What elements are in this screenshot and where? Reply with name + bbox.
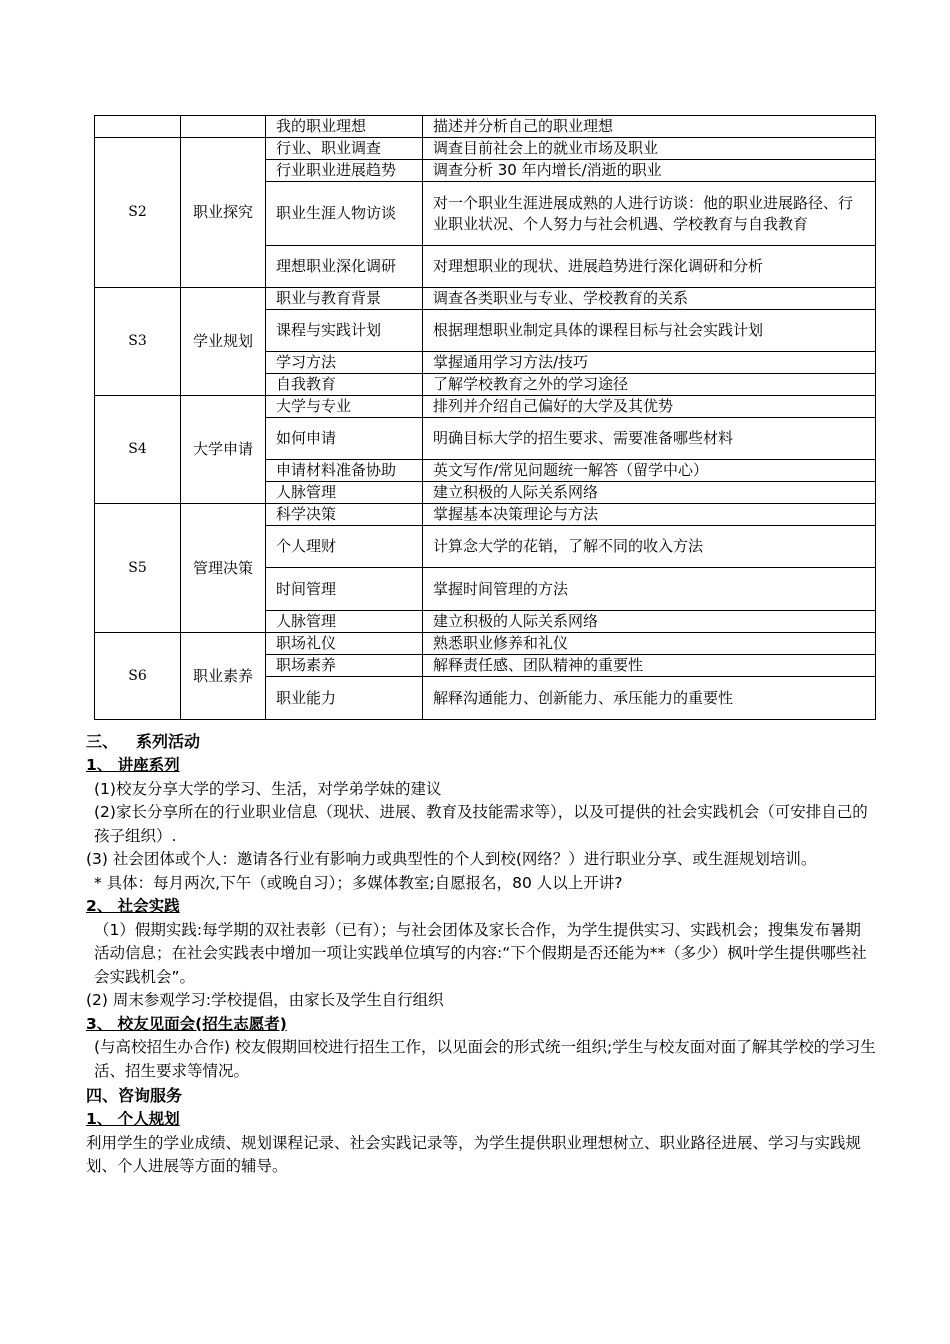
description-cell: 建立积极的人际关系网络 — [423, 611, 876, 633]
topic-cell: 如何申请 — [266, 418, 423, 460]
paragraph: 利用学生的学业成绩、规划课程记录、社会实践记录等，为学生提供职业理想树立、职业路径进展、学习与实践规划、个人进展等方面的辅导。 — [86, 1133, 862, 1175]
description-cell: 熟悉职业修养和礼仪 — [423, 633, 876, 655]
table-row — [95, 116, 876, 138]
alumni-meeting-heading: 3、 校友见面会(招生志愿者) — [86, 1014, 287, 1033]
topic-cell: 职业与教育背景 — [266, 288, 423, 310]
stage-category: 管理决策 — [181, 504, 266, 633]
curriculum-table — [94, 115, 876, 720]
description-cell: 掌握通用学习方法/技巧 — [423, 352, 876, 374]
section-3-heading: 三、 系列活动 — [86, 732, 201, 751]
topic-cell: 课程与实践计划 — [266, 310, 423, 352]
topic-cell: 自我教育 — [266, 374, 423, 396]
paragraph: (2)家长分享所在的行业职业信息（现状、进展、教育及技能需求等），以及可提供的社会实践机会（可安排自己的孩子组织）. — [94, 803, 868, 845]
stage-category: 职业素养 — [181, 633, 266, 720]
description-cell: 排列并介绍自己偏好的大学及其优势 — [423, 396, 876, 418]
paragraph: （1）假期实践:每学期的双社表彰（已有）；与社会团体及家长合作，为学生提供实习、实践机会；搜集发布暑期活动信息；在社会实践表中增加一项让实践单位填写的内容:“下个假期是否还能为**（多少）枫叶学生提供哪些社会实践机会”。 — [94, 920, 867, 986]
description-cell: 调查目前社会上的就业市场及职业 — [423, 138, 876, 160]
table-row — [95, 288, 876, 310]
personal-planning-heading: 1、 个人规划 — [86, 1110, 180, 1128]
description-cell: 明确目标大学的招生要求、需要准备哪些材料 — [423, 418, 876, 460]
document-body — [86, 729, 876, 1179]
table-row — [95, 504, 876, 526]
description-cell: 对一个职业生涯进展成熟的人进行访谈：他的职业进展路径、行业职业状况、个人努力与社会机遇、学校教育与自我教育 — [423, 182, 876, 246]
description-cell: 调查各类职业与专业、学校教育的关系 — [423, 288, 876, 310]
topic-cell: 理想职业深化调研 — [266, 246, 423, 288]
stage-id — [95, 116, 181, 138]
paragraph: (1)校友分享大学的学习、生活，对学弟学妹的建议 — [94, 779, 442, 798]
lecture-series-heading: 1、 讲座系列 — [86, 756, 180, 774]
topic-cell: 职业能力 — [266, 677, 423, 720]
topic-cell: 人脉管理 — [266, 482, 423, 504]
stage-id: S5 — [95, 504, 181, 633]
description-cell: 了解学校教育之外的学习途径 — [423, 374, 876, 396]
paragraph: (2) 周末参观学习:学校提倡，由家长及学生自行组织 — [86, 991, 444, 1009]
description-cell: 掌握基本决策理论与方法 — [423, 504, 876, 526]
table-row — [95, 396, 876, 418]
topic-cell: 职场素养 — [266, 655, 423, 677]
description-cell: 描述并分析自己的职业理想 — [423, 116, 876, 138]
stage-category: 职业探究 — [181, 138, 266, 288]
section-4-heading: 四、咨询服务 — [86, 1086, 183, 1105]
topic-cell: 职业生涯人物访谈 — [266, 182, 423, 246]
table-row — [95, 138, 876, 160]
stage-id: S6 — [95, 633, 181, 720]
description-cell: 根据理想职业制定具体的课程目标与社会实践计划 — [423, 310, 876, 352]
description-cell: 计算念大学的花销，了解不同的收入方法 — [423, 526, 876, 568]
topic-cell: 科学决策 — [266, 504, 423, 526]
stage-category: 大学申请 — [181, 396, 266, 504]
stage-category — [181, 116, 266, 138]
description-cell: 英文写作/常见问题统一解答（留学中心） — [423, 460, 876, 482]
topic-cell: 职场礼仪 — [266, 633, 423, 655]
description-cell: 解释沟通能力、创新能力、承压能力的重要性 — [423, 677, 876, 720]
topic-cell: 我的职业理想 — [266, 116, 423, 138]
description-cell: 解释责任感、团队精神的重要性 — [423, 655, 876, 677]
table-row — [95, 633, 876, 655]
topic-cell: 行业、职业调查 — [266, 138, 423, 160]
description-cell: 调查分析 30 年内增长/消逝的职业 — [423, 160, 876, 182]
stage-id: S2 — [95, 138, 181, 288]
topic-cell: 时间管理 — [266, 568, 423, 611]
topic-cell: 人脉管理 — [266, 611, 423, 633]
curriculum-table-body — [95, 116, 876, 720]
paragraph: * 具体：每月两次,下午（或晚自习）；多媒体教室;自愿报名，80 人以上开讲? — [94, 873, 623, 892]
stage-id: S3 — [95, 288, 181, 396]
topic-cell: 个人理财 — [266, 526, 423, 568]
topic-cell: 大学与专业 — [266, 396, 423, 418]
description-cell: 建立积极的人际关系网络 — [423, 482, 876, 504]
social-practice-heading: 2、 社会实践 — [86, 897, 180, 915]
topic-cell: 行业职业进展趋势 — [266, 160, 423, 182]
paragraph: (与高校招生办合作) 校友假期回校进行招生工作，以见面会的形式统一组织;学生与校友面对面了解其学校的学习生活、招生要求等情况。 — [94, 1038, 876, 1080]
stage-category: 学业规划 — [181, 288, 266, 396]
topic-cell: 学习方法 — [266, 352, 423, 374]
description-cell: 掌握时间管理的方法 — [423, 568, 876, 611]
paragraph: (3) 社会团体或个人：邀请各行业有影响力或典型性的个人到校(网络？）进行职业分享、或生涯规划培训。 — [86, 850, 817, 868]
stage-id: S4 — [95, 396, 181, 504]
description-cell: 对理想职业的现状、进展趋势进行深化调研和分析 — [423, 246, 876, 288]
topic-cell: 申请材料准备协助 — [266, 460, 423, 482]
